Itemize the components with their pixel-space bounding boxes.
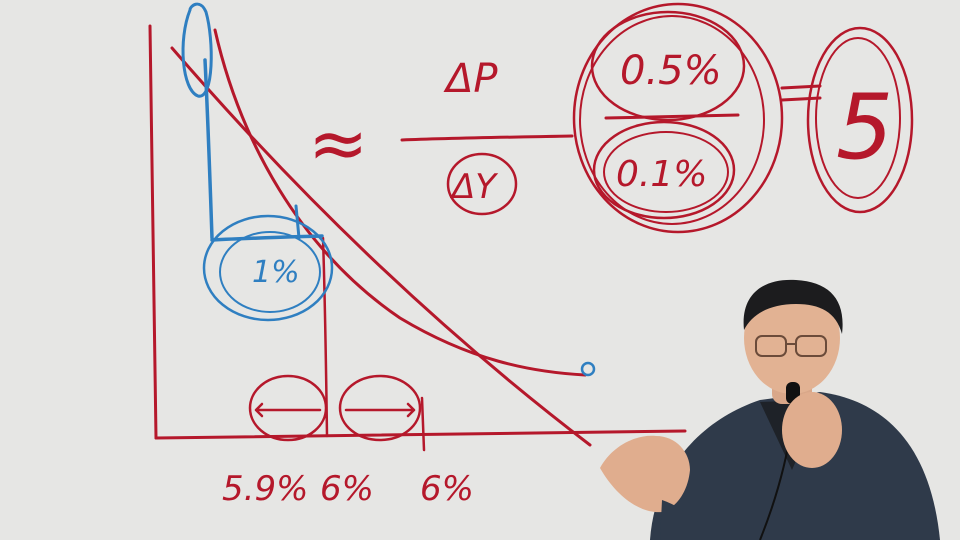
presenter-right-hand [782, 392, 842, 468]
fraction-denominator: ΔY [452, 167, 497, 207]
inner-fraction-bar [606, 115, 738, 118]
approx-symbol: ≈ [308, 101, 369, 185]
interval-arrow-2 [346, 404, 414, 416]
presenter-left-hand [600, 436, 690, 512]
axis-label-3: 6% [420, 469, 474, 509]
bottom-circle-value: 0.1% [616, 154, 708, 195]
y-axis [150, 26, 156, 438]
presenter [600, 280, 940, 540]
interval-arrow-1 [256, 404, 320, 416]
interval-bubble-1 [250, 376, 326, 440]
fraction-numerator: ΔP [446, 56, 498, 102]
equals-top [782, 86, 820, 88]
blue-horizontal-leg [212, 236, 322, 240]
drop-line-2 [422, 398, 424, 450]
axis-label-1: 5.9% [222, 469, 309, 509]
result-value: 5 [836, 75, 894, 180]
tangent-line [172, 48, 590, 445]
interval-bubble-2 [340, 376, 420, 440]
curve-end-marker [582, 363, 594, 375]
axis-label-2: 6% [320, 469, 374, 509]
equals-bottom [782, 98, 820, 100]
blue-circle-value: 1% [252, 255, 300, 290]
top-circle-value: 0.5% [620, 48, 722, 94]
curve [215, 30, 585, 375]
fraction-bar [402, 136, 572, 140]
x-axis [156, 431, 685, 438]
